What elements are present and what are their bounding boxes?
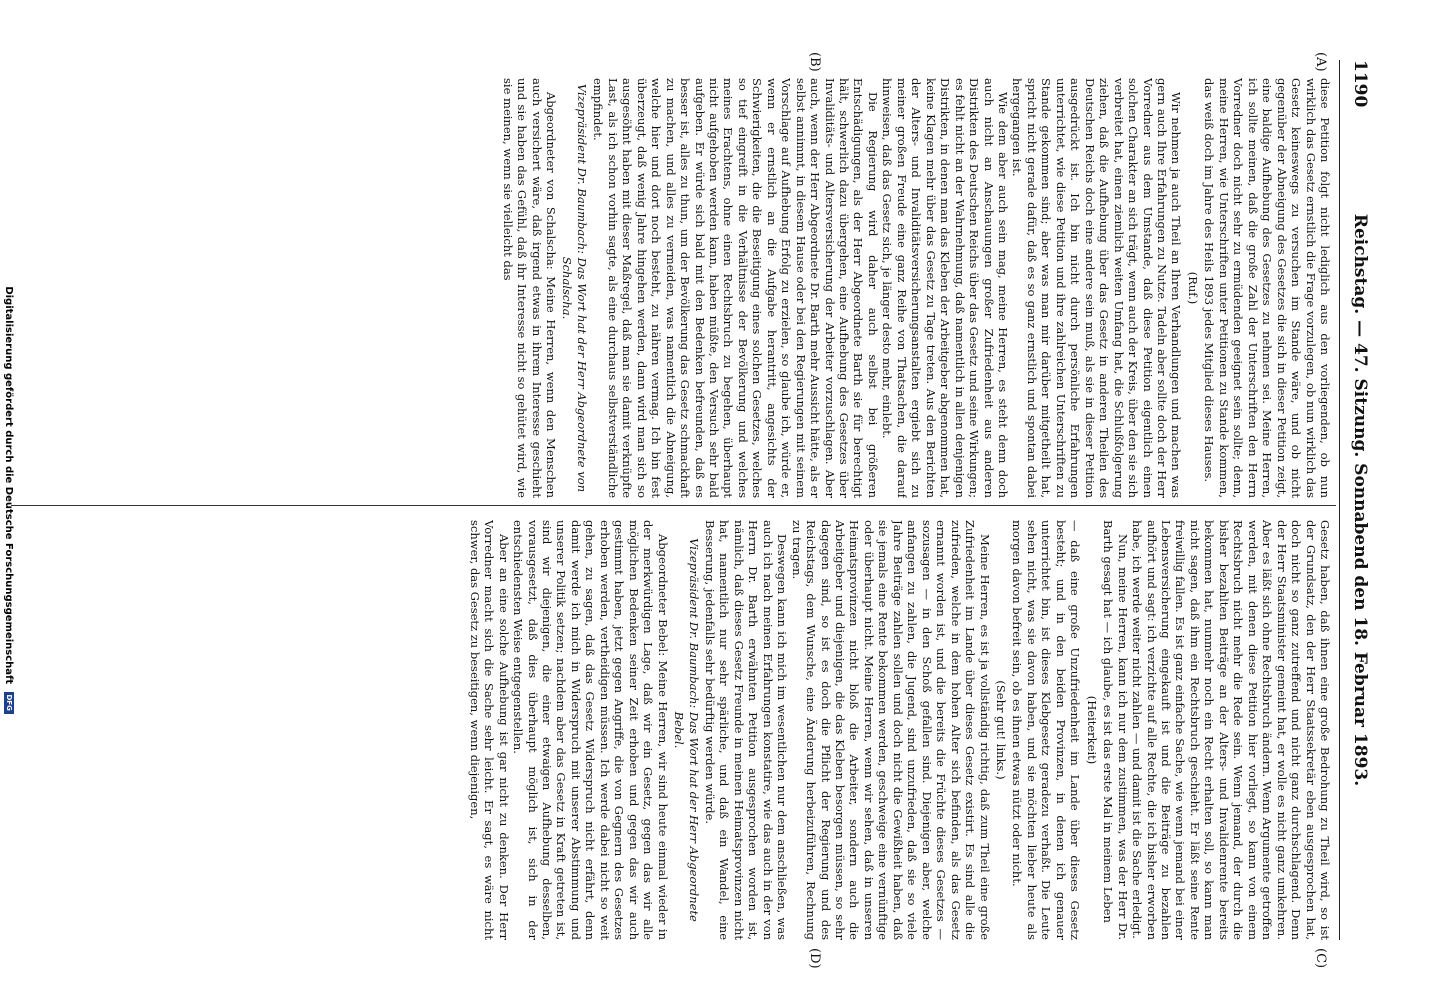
speaker-announcement: Vizepräsident Dr. Baumbach: Das Wort hat der Herr Abgeordnete Bebel. (672, 538, 701, 922)
margin-marker-a: (A) (1313, 52, 1328, 72)
header-rule (1339, 60, 1340, 940)
paragraph: Nun, meine Herren, kann ich nur dem zustimmen, was der Herr Dr. Barth gesagt hat — ich glaube, es ist das erste Mal in meinem Leben (1101, 520, 1130, 940)
footer-credit (0, 0, 14, 1000)
speaker-announcement: Vizepräsident Dr. Baumbach: Das Wort hat der Herr Abgeordnete von Schalscha. (560, 83, 589, 493)
page-header (1344, 60, 1374, 940)
interjection: (Ruf.) (1185, 271, 1200, 305)
paragraph: Meine Herren, es ist ja vollständig richtig, daß zum Theil eine große Zufriedenheit im Lande über dieses Gesetz existirt. Es sind alle die zufrieden, welche in dem hohen Alter sich befinden, als das Gesetz ernannt worden ist, und die bereits die Früchte dieses Gesetzes — sozusagen — in den Schoß gefallen sind. Diejenigen aber, welche anfangen zu zahlen, die Jugend, sind unzufrieden, daß sie so viele Jahre Beiträge zahlen sollen und doch nicht die Gewißheit haben, daß sie jemals eine Rente bekommen werden, geschweige eine vernünftige oder überhaupt nicht. Meine Herren, wenn wir sehen, daß in unseren Heimatsprovinzen nicht bloß die Arbeiter, sondern auch die Arbeitgeber und diejenigen, die das Kleben besorgen müssen, so sehr dagegen sind, so ist es doch die Pflicht der Regierung und des Reichstags, dem Wunsche, eine Änderung herbeizuführen, Rechnung zu tragen. (789, 520, 992, 940)
left-column (12, 78, 1332, 498)
interjection: (Sehr gut! links.) (994, 680, 1009, 780)
paragraph: Die Regierung wird daher auch selbst bei größeren Entschädigungen, als der Herr Abgeordnete Barth sie für berechtigt hält, schwerlich dazu übergehen, eine Aufhebung des Gesetzes über Invaliditäts- und Altersversicherung der Arbeiter vorzuschlagen. Aber auch, wenn der Herr Abgeordnete Dr. Barth mehr Aussicht hätte, als er selbst annimmt, in diesem Hause oder bei den Regierungen mit seinem Vorschlage auf Aufhebung Erfolg zu erzielen, so glaube ich, würde er, wenn er ernstlich an die Aufgabe herantritt, angesichts der Schwierigkeiten, die die Beseitigung eines solchen Gesetzes, welches so tief eingreift in die Verhältnisse der Bevölkerung und welches meines Erachtens, ohne einen Rechtsbruch zu begehen, überhaupt nicht aufgehoben werden kann, haben müßte, den Versuch sehr bald aufgeben. Er würde sich bald mit den Bedenken befreunden, daß es besser ist, alles zu thun, um der Bevölkerung das Gesetz schmackhaft zu machen, und alles zu vermeiden, was namentlich die Abneigung, welche hier und dort noch besteht, zu nähren vermag. Ich bin fest überzeugt, daß wenig Jahre hingehen werden, dann wird man sich so ausgesöhnt haben mit dieser Maßregel, daß man sie damit verknüpfte Last, als ich schon vorhin sagte, als eine durchaus selbstverständliche empfindet. (591, 78, 880, 498)
column-divider (11, 505, 1336, 506)
margin-marker-b: (B) (807, 52, 822, 72)
dfg-logo: DFG (4, 692, 14, 714)
paragraph: Abgeordneter Bebel: Meine Herren, wir sind heute einmal wieder in der merkwürdigen Lage, daß wir ein Gesetz, gegen das wir alle möglichen Bedenken seiner Zeit erhoben und gegen das wir auch gestimmt haben, jetzt gegen Angriffe, die von Gegnern des Gesetzes erhoben werden, vertheidigen müssen. Ich werde dabei nicht so weit gehen, zu sagen, daß das Gesetz Widerspruch nicht erfährt, denn damit werde ich mich in Widerspruch mit unserer Abstimmung und unserer Politik setzen; nachdem aber das Gesetz in Kraft getreten ist, sind wir diejenigen, die einer etwaigen Aufhebung desselben, vorausgesetzt, daß dies überhaupt möglich ist, sich in der entschiedensten Weise entgegenstellen. (511, 520, 670, 940)
paragraph: diese Petition folgt nicht lediglich aus den vorliegenden, ob nun wirklich das Gesetz ernstlich die Frage vorzulegen, ob nun wirklich das Gesetz keineswegs zu versuchen im Stande wäre, und ob nicht gegenüber der Abneigung des Gesetzes die sich in dieser Petition zeigt, eine baldige Aufhebung des Gesetzes zu nehmen sei. Meine Herren, ich sollte meinen, daß die große Zahl der Unterschriften den Herrn Vorredner doch nicht sehr zu ermüdenden geeignet sein sollte; denn, meine Herren, wie Unterschriften unter Petitionen zu Stande kommen, das weiß doch im Jahre des Heils 1893 jedes Mitglied dieses Hauses. (1202, 78, 1332, 498)
paragraph: — daß eine große Unzufriedenheit im Lande über dieses Gesetz besteht; und in den beiden Provinzen, in denen ich genauer unterrichtet bin, ist dieses Klebgesetz geradezu verhaßt. Die Leute sehen nicht, was sie davon haben, und sie möchten lieber heute als morgen davon befreit sein, ob es ihnen etwas nützt oder nicht. (1010, 520, 1083, 940)
paragraph: Abgeordneter von Schalscha: Meine Herren, wenn den Menschen auch versichert wäre, daß irgend etwas in ihrem Interesse geschieht und sie haben das Gefühl, daß ihr Interesse nicht so gehütet wird, wie sie meinen, wenn sie vielleicht das (500, 78, 558, 498)
right-column (12, 520, 1332, 940)
page-number: 1190 (1350, 60, 1370, 108)
margin-marker-c: (C) (1313, 948, 1328, 969)
footer-text: Digitalisierung gefördert durch die Deutsche Forschungsgemeinschaft (3, 286, 14, 685)
paragraph: Deswegen kann ich mich im wesentlichen nur dem anschließen, was auch ich nach meinen Erfahrungen konstatire, wie das auch in der von Herrn Dr. Barth erwähnten Petition ausgesprochen worden ist, nämlich, daß dieses Gesetz Freunde in meinen Heimatsprovinzen nicht hat, namentlich nur sehr spärliche, und daß ein Wandel, eine Besserung, jedenfalls sehr bedürftig werden würde. (702, 520, 790, 940)
paragraph: Wie dem aber auch sein mag, meine Herren, es steht denn doch auch nicht an Anschauungen großer Zufriedenheit aus anderen Distrikten des Deutschen Reichs über das Gesetz und seine Wirkungen; es fehlt nicht an der Wahrnehmung, daß namentlich in allen denjenigen Distrikten, in denen man das Kleben der Arbeitgeber abgenommen hat, keine Klagen mehr über das Gesetz zu Tage treten. Aus den Berichten der Alters- und Invaliditätsversicherungsanstalten ergiebt sich zu meiner großen Freude eine ganz Reihe von Thatsachen, die darauf hinweisen, daß das Gesetz sich, je länger desto mehr, einlebt. (880, 78, 1011, 498)
paragraph: Aber an eine solche Aufhebung ist gar nicht zu denken. Der Herr Vorredner macht sich die Sache sehr leicht. Er sagt, es wäre nicht schwer, das Gesetz zu beseitigen, wenn diejenigen, (467, 520, 511, 940)
paragraph: Wir nehmen ja auch Theil an Ihren Verhandlungen und machen was gern auch Ihre Erfahrungen zu Nutze. Tadeln aber sollte doch der Herr Vorredner aus dem Umstande, daß diese Petition eigentlich einen solchen Charakter an sich trägt, wenn auch der Kreis, über den sie sich verbreitet hat, einen ziemlich weiten Umfang hat, die Schlußfolgerung ziehen, daß die Aufhebung über das Gesetz in anderen Theilen des Deutschen Reichs doch eine andere sein muß, als sie in dieser Petition ausgedrückt ist. Ich bin nicht durch persönliche Erfahrungen unterrichtet, wie diese Petition und ihre zahlreichen Unterschriften zu Stande gekommen sind; aber was man mir darüber mitgetheilt hat, spricht nicht gerade dafür, daß es so ganz ernstlich und spontan dabei hergegangen ist. (1010, 78, 1184, 498)
paragraph: Gesetz haben, daß ihnen eine große Bedrohung zu Theil wird, so ist der Grundsatz, den der Herr Staatssekretär eben ausgesprochen hat, doch nicht so ganz zutreffend und nicht ganz durchschlagend. Denn der Herr Staatsminister gemeint hat, er wolle es nicht ganz umkehren. Aber es läßt sich ohne Rechtsbruch ändern. Wenn Argumente getroffen werden, mit denen diese Petition hier vorliegt, so kann von einem Rechtsbruch nicht mehr die Rede sein. Wenn jemand, der durch die bisher bezahlten Beiträge an der Alters- und Invalidenrente bereits bekommen hat, nunmehr noch ein Recht erhalten soll, so kann man nicht sagen, daß ihm ein Rechtsbruch geschieht. Er läßt seine Rente freiwillig fallen. Es ist ganz einfache Sache, wie wenn jemand bei einer Lebensversicherung eingekauft ist und die Beiträge zu bezahlen aufhört und sagt: ich verzichte auf alle Rechte, die ich bisher erworben habe, ich werde weiter nicht zahlen — und damit ist die Sache erledigt. (1130, 520, 1332, 940)
margin-marker-d: (D) (807, 948, 822, 969)
interjection: (Heiterkeit) (1084, 695, 1099, 765)
page-title: Reichstag. — 47. Sitzung. Sonnabend den 18. Februar 1893. (1350, 213, 1370, 787)
